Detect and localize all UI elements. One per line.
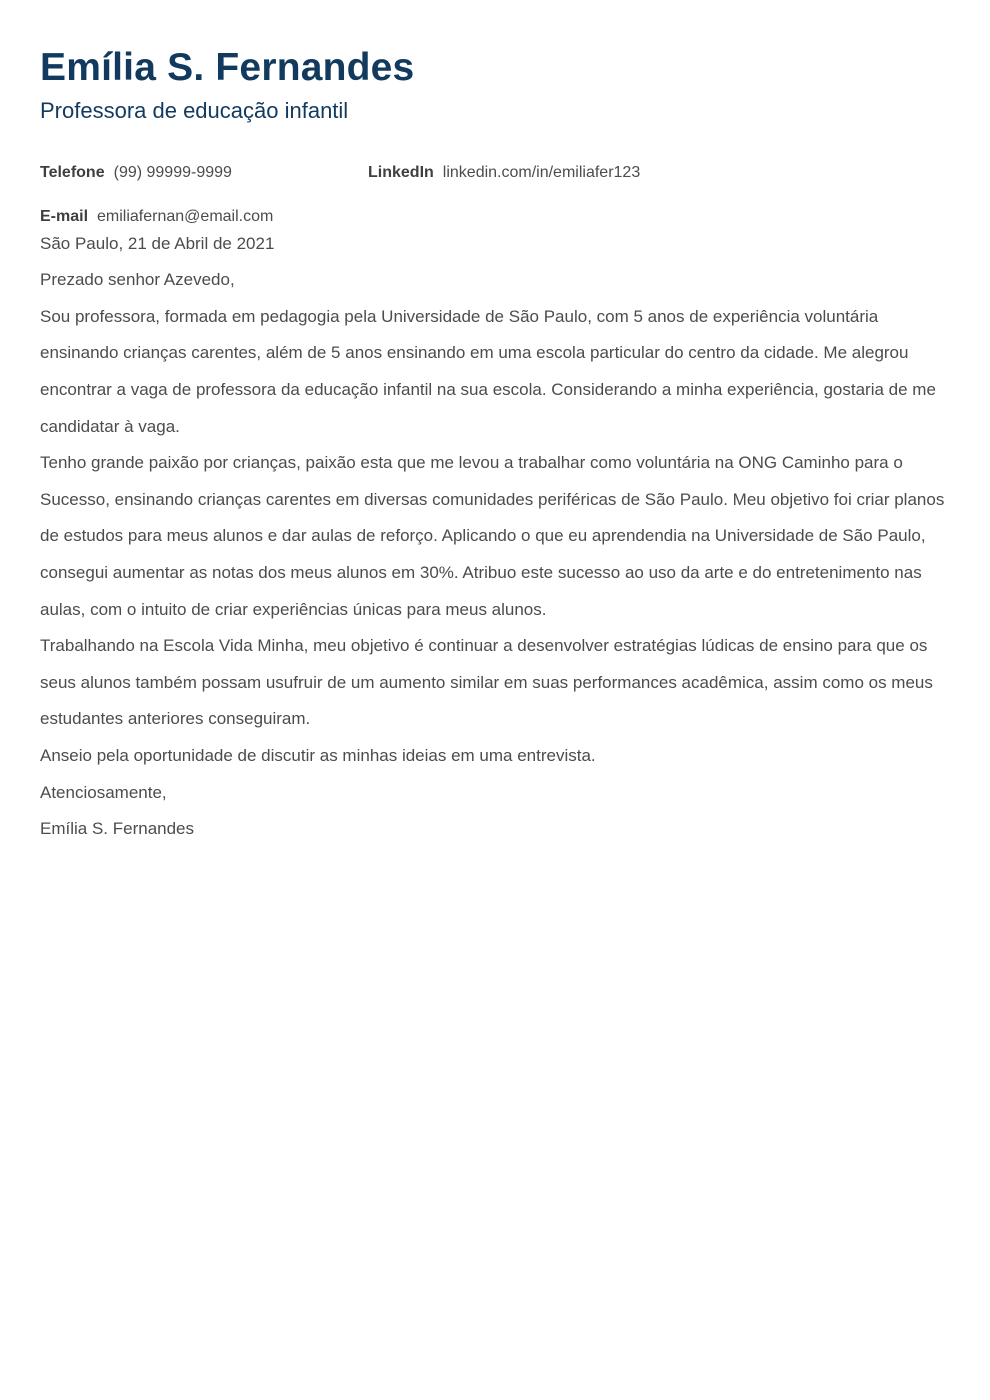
contact-phone-label: Telefone: [40, 163, 105, 181]
letter-body: [40, 226, 950, 848]
candidate-job-title: Professora de educação infantil: [40, 98, 349, 124]
contact-email: [40, 208, 368, 226]
closing-valediction: Atenciosamente,: [40, 782, 167, 802]
body-paragraph-1: Sou professora, formada em pedagogia pela Universidade de São Paulo, com 5 anos de experiência voluntária ensinando crianças carentes, além de 5 anos ensinando em uma escola particular do centro da cidade. Me alegrou encontrar a vaga de professora da educação infantil na sua escola. Considerando a minha experiência, gostaria de me candidatar à vaga.: [40, 306, 936, 436]
contact-linkedin: [368, 164, 950, 182]
body-paragraph-4: Anseio pela oportunidade de discutir as minhas ideias em uma entrevista.: [40, 745, 596, 765]
candidate-name: Emília S. Fernandes: [40, 46, 415, 89]
location-date-line: São Paulo, 21 de Abril de 2021: [40, 233, 275, 253]
body-paragraph-2: Tenho grande paixão por crianças, paixão esta que me levou a trabalhar como voluntária na ONG Caminho para o Sucesso, ensinando crianças carentes em diversas comunidades periféricas de São Paulo. Meu objetivo foi criar planos de estudos para meus alunos e dar aulas de reforço. Aplicando o que eu aprendendia na Universidade de São Paulo, consegui aumentar as notas dos meus alunos em 30%. Atribuo este sucesso ao uso da arte e do entretenimento nas aulas, com o intuito de criar experiências únicas para meus alunos.: [40, 453, 945, 619]
letter-header: [40, 45, 950, 226]
contact-phone-value: (99) 99999-9999: [113, 163, 232, 181]
contact-info: [40, 164, 950, 226]
contact-linkedin-label: LinkedIn: [368, 163, 434, 181]
contact-email-value: emiliafernan@email.com: [97, 207, 274, 225]
contact-email-label: E-mail: [40, 207, 89, 225]
salutation: Prezado senhor Azevedo,: [40, 270, 235, 290]
contact-linkedin-value: linkedin.com/in/emiliafer123: [442, 163, 641, 181]
contact-phone: [40, 164, 368, 182]
signature-name: Emília S. Fernandes: [40, 819, 195, 839]
body-paragraph-3: Trabalhando na Escola Vida Minha, meu objetivo é continuar a desenvolver estratégias lúdicas de ensino para que os seus alunos também possam usufruir de um aumento similar em suas performances acadêmica, assim como os meus estudantes anteriores conseguiram.: [40, 636, 933, 729]
